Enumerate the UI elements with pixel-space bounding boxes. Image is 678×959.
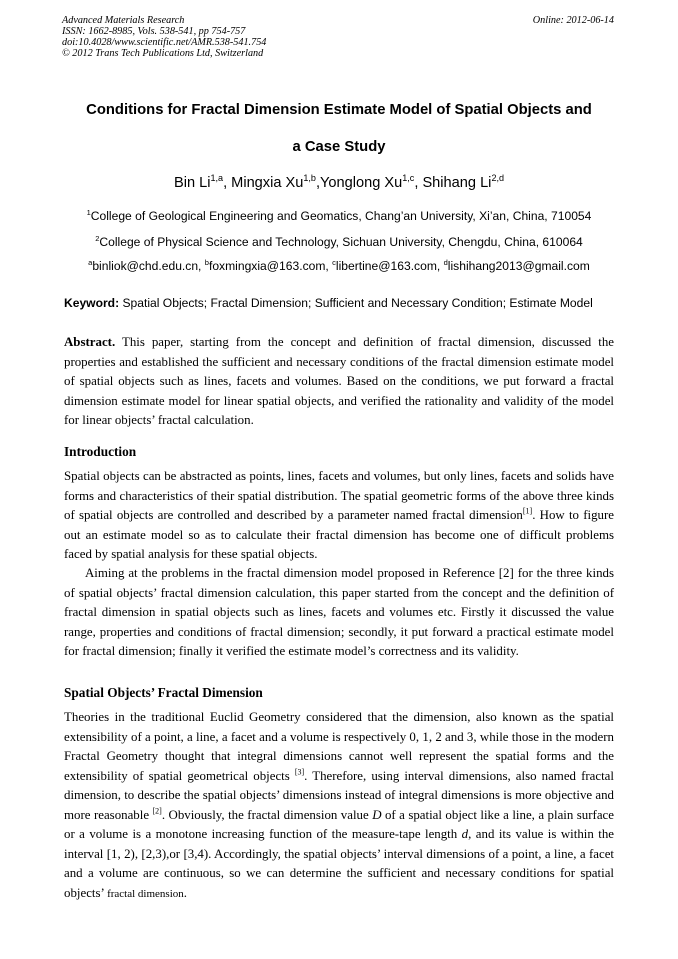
- section-heading-introduction: Introduction: [64, 444, 137, 459]
- copyright-line: © 2012 Trans Tech Publications Ltd, Switzerland: [62, 48, 264, 59]
- variable-d: d: [461, 827, 469, 841]
- online-date: Online: 2012-06-14: [532, 15, 614, 26]
- doi-line: doi:10.4028/www.scientific.net/AMR.538-541.754: [62, 37, 267, 48]
- email-address: libertine@163.com,: [335, 259, 444, 273]
- title-line-2: a Case Study: [292, 139, 386, 155]
- intro-paragraph-1: [64, 467, 614, 565]
- abstract-label: Abstract.: [64, 335, 116, 349]
- paragraph-text: , and its value is within the interval [1, 2), [2,3),or [3,4). Accordingly, the spatial objects’ interval dimensions of a point, a line, a facet and a volume are continuous, so we can determine the sufficient and necessary conditions for spatial objects’: [64, 827, 614, 900]
- author-affil-mark: 2,d: [491, 173, 505, 184]
- author-affil-mark: 1,b: [303, 173, 316, 184]
- keywords: [64, 295, 618, 311]
- variable-D: D: [372, 807, 382, 822]
- email-mark: a: [88, 257, 93, 267]
- citation-ref: [1]: [522, 506, 533, 516]
- affiliation-1: [0, 208, 678, 224]
- paragraph-text-small: fractal dimension: [107, 887, 184, 900]
- paragraph-end: .: [183, 885, 187, 900]
- author-affil-mark: 1,a: [210, 173, 224, 184]
- affiliation-mark: 2: [95, 233, 100, 243]
- paragraph-text: . Therefore, using interval dimensions, also named fractal dimension, to describe the spatial objects’ dimensions instead of integral dimensions is more objective and more reasonable: [64, 768, 614, 822]
- email-address: foxmingxia@163.com,: [208, 259, 333, 273]
- email-address: binliok@chd.edu.cn,: [92, 259, 205, 273]
- author-affil-mark: 1,c: [402, 173, 415, 184]
- intro-paragraph-2: Aiming at the problems in the fractal dimension model proposed in Reference [2] for the three kinds of spatial objects’ fractal dimension calculation, this paper started from the concept and the definition of fractal dimension in spatial objects such as lines, facets and volumes etc. Firstly it discussed the value range, properties and conditions of fractal dimension; secondly, it put forward a practical estimate model for fractal dimension; finally it verified the estimate model’s correctness and its validity.: [64, 566, 614, 658]
- fractal-paragraph-1: [64, 708, 614, 904]
- email-mark: d: [443, 257, 448, 267]
- email-mark: c: [332, 257, 336, 267]
- affiliation-text: College of Physical Science and Technology, Sichuan University, Chengdu, China, 610064: [99, 235, 583, 249]
- journal-name: Advanced Materials Research: [62, 15, 185, 26]
- author-list: [0, 173, 678, 193]
- author-name: Yonglong Xu: [320, 175, 403, 191]
- author-emails: [0, 258, 678, 274]
- author-separator: ,: [315, 175, 321, 191]
- author-name: Mingxia Xu: [231, 175, 304, 191]
- citation-ref: [3]: [294, 767, 305, 777]
- title-line-1: Conditions for Fractal Dimension Estimate Model of Spatial Objects and: [86, 102, 592, 118]
- affiliation-mark: 1: [86, 207, 91, 217]
- keyword-list: Spatial Objects; Fractal Dimension; Sufficient and Necessary Condition; Estimate Model: [119, 296, 593, 310]
- paper-title: [48, 92, 630, 166]
- section-heading-fractal-dimension: Spatial Objects’ Fractal Dimension: [64, 685, 263, 700]
- paragraph-text: . Obviously, the fractal dimension value: [161, 807, 373, 822]
- issn-line: ISSN: 1662-8985, Vols. 538-541, pp 754-757: [62, 26, 246, 37]
- email-mark: b: [204, 257, 209, 267]
- affiliation-2: [0, 234, 678, 250]
- affiliation-text: College of Geological Engineering and Geomatics, Chang’an University, Xi’an, China, 710054: [90, 209, 592, 223]
- paragraph-text: of a spatial object like a line, a plain surface or a volume is a monotone increasing function of the measure-tape length: [64, 807, 614, 841]
- email-address: lishihang2013@gmail.com: [447, 259, 590, 273]
- keyword-label: Keyword:: [64, 296, 120, 310]
- paragraph-text: Theories in the traditional Euclid Geometry considered that the dimension, also known as the spatial extensibility of a point, a line, a facet and a volume is respectively 0, 1, 2 and 3, while those in the modern Fractal Geometry thought that integral dimensions cannot well represent the spatial forms and the extensibility of spatial geometrical objects: [64, 710, 614, 783]
- paragraph-text: Spatial objects can be abstracted as points, lines, facets and volumes, but only lines, facets and solids have forms and characteristics of their spatial distribution. The spatial geometric forms of the above three kinds of spatial objects are controlled and described by a parameter named fractal dimension: [64, 469, 614, 522]
- abstract: [64, 333, 614, 431]
- paragraph-text: . How to figure out an estimate model so as to calculate their fractal dimension has become one of difficult problems faced by spatial analysis for these spatial objects.: [64, 508, 614, 561]
- author-name: Shihang Li: [422, 175, 492, 191]
- author-separator: ,: [223, 175, 232, 191]
- citation-ref: [2]: [152, 806, 162, 816]
- author-separator: ,: [414, 175, 423, 191]
- author-name: Bin Li: [173, 175, 211, 191]
- journal-header: [62, 15, 266, 59]
- abstract-text: This paper, starting from the concept and definition of fractal dimension, discussed the properties and established the sufficient and necessary conditions of the fractal dimension estimate model of spatial objects such as lines, facets and volumes. Based on the conditions, we put forward a fractal dimension estimate model for linear spatial objects, and verified the rationality and validity of the model for linear objects’ fractal calculation.: [64, 335, 614, 427]
